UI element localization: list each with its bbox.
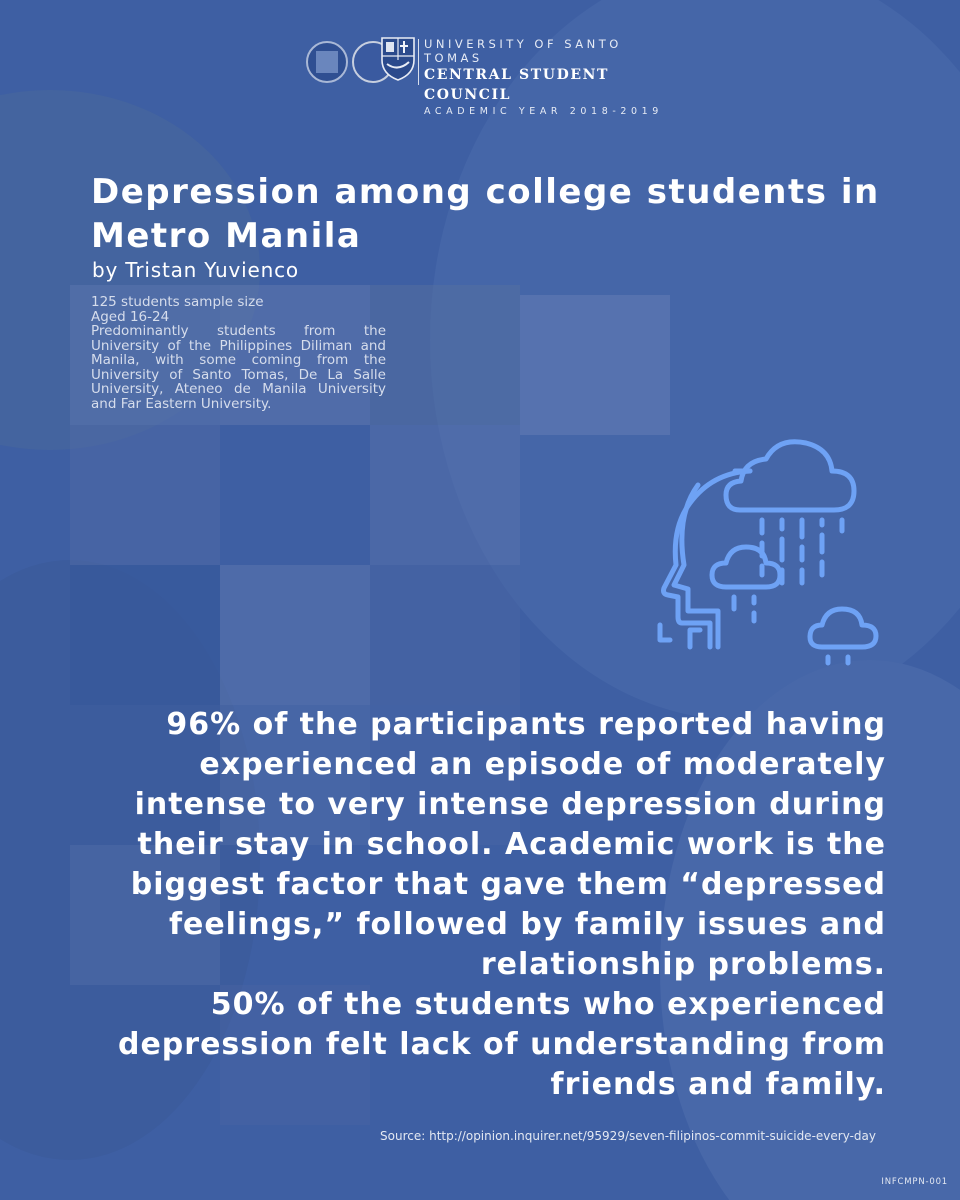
background-tile: [70, 565, 220, 705]
background-tile: [220, 565, 370, 705]
page-title: Depression among college students in Metro Manila: [91, 172, 880, 256]
header: [306, 35, 686, 117]
background-tile: [370, 425, 520, 565]
source-citation: Source: http://opinion.inquirer.net/95929/seven-filipinos-commit-suicide-every-day: [380, 1129, 876, 1143]
sample-age: Aged 16-24: [91, 308, 170, 325]
background-tile: [520, 295, 670, 435]
background-tile: [370, 285, 520, 425]
ust-seal-icon: [306, 41, 348, 83]
sample-size: 125 students sample size: [91, 294, 264, 310]
council-name: CENTRAL STUDENT COUNCIL: [424, 67, 610, 103]
finding-secondary: 50% of the students who experienced depression felt lack of understanding from friends and family.: [117, 987, 886, 1102]
document-code: INFCMPN-001: [881, 1177, 948, 1187]
findings: [70, 705, 886, 1105]
finding-primary: 96% of the participants reported having experienced an episode of moderately intense to very intense depression during their stay in school. Academic work is the biggest factor that gave them “depressed feelings,” followed by family issues and relationship problems.: [130, 707, 886, 982]
university-name: UNIVERSITY OF SANTO TOMAS: [424, 37, 622, 65]
background-tile: [70, 425, 220, 565]
header-text: [424, 37, 686, 118]
byline: by Tristan Yuvienco: [92, 258, 299, 282]
head-with-rain-clouds-icon: [640, 425, 890, 670]
header-divider: [418, 39, 419, 85]
ust-crest-icon: [380, 36, 416, 82]
sample-description: Predominantly students from the University of the Philippines Diliman and Manila, with some coming from the University of Santo Tomas, De La Salle University, Ateneo de Manila University and Far Eastern University.: [91, 323, 386, 412]
background-tile: [370, 565, 520, 705]
sample-info: [91, 295, 386, 411]
academic-year: ACADEMIC YEAR 2018-2019: [424, 106, 663, 117]
